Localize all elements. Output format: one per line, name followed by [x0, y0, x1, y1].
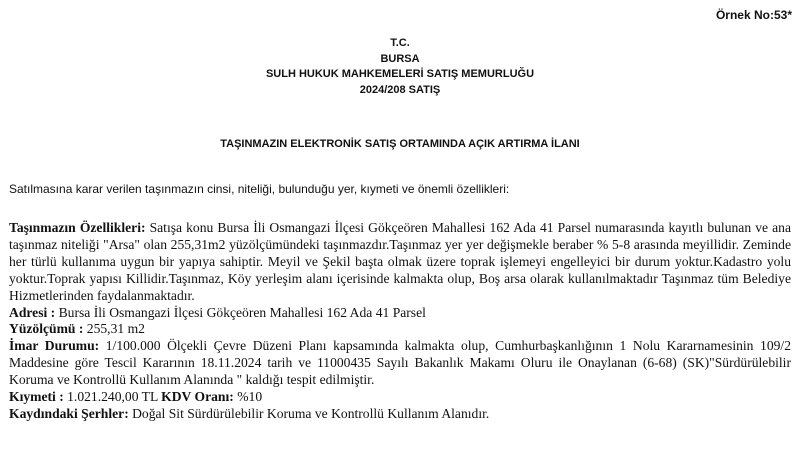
property-area-text: 255,31 m2 [83, 321, 145, 337]
property-address-label: Adresi : [9, 304, 56, 320]
property-details [9, 220, 791, 423]
property-area-label: Yüzölçümü : [9, 321, 84, 337]
property-features-text: Satışa konu Bursa İli Osmangazi İlçesi Gökçeören Mahallesi 162 Ada 41 Parsel numarasında kayıtlı bulunan ve ana taşınmaz niteliği "Arsa" olan 255,31m2 yüzölçümündeki taşınmazdır.Taşınmaz yer yer değişmekle beraber % 5-8 arasında meyillidir. Zeminde her türlü kullanıma uygun bir yapıya sahiptir. Meyil ve Şekil başta olmak üzere toprak işlemeyi engelleyici bir durum yoktur.Kadastro yolu yoktur.Toprak yapısı Killidir.Taşınmaz, Köy yerleşim alanı içerisinde kalmakta olup, Boş arsa olarak kullanılmaktadır Taşınmaz tüm Belediye Hizmetlerinden faydalanmaktadır. [9, 220, 791, 303]
property-value-amount: 1.021.240,00 TL [63, 389, 162, 405]
header-office: SULH HUKUK MAHKEMELERİ SATIŞ MEMURLUĞU [265, 68, 535, 80]
annotations-label: Kaydındaki Şerhler: [9, 405, 129, 421]
document-header [0, 36, 800, 98]
property-value-label: Kıymeti : [9, 389, 64, 405]
sample-number: Örnek No:53* [715, 8, 792, 22]
annotations-text: Doğal Sit Sürdürülebilir Koruma ve Kontrollü Kullanım Alanıdır. [128, 405, 490, 421]
announcement-title: TAŞINMAZIN ELEKTRONİK SATIŞ ORTAMINDA AÇIK ARTIRMA İLANI [220, 138, 580, 150]
zoning-status [9, 338, 791, 389]
vat-rate-value: %10 [233, 389, 263, 405]
property-area [9, 321, 791, 338]
vat-rate-label: KDV Oranı: [161, 389, 234, 405]
property-address [9, 305, 791, 322]
header-city: BURSA [380, 52, 420, 65]
header-file-number: 2024/208 SATIŞ [359, 83, 441, 96]
annotations [9, 406, 791, 423]
property-features-label: Taşınmazın Özellikleri: [9, 220, 146, 235]
intro-text: Satılmasına karar verilen taşınmazın cinsi, niteliği, bulunduğu yer, kıymeti ve önemli özellikleri: [9, 182, 510, 196]
property-address-text: Bursa İli Osmangazi İlçesi Gökçeören Mahallesi 162 Ada 41 Parsel [55, 304, 426, 320]
header-tc: T.C. [390, 37, 410, 49]
zoning-status-text: 1/100.000 Ölçekli Çevre Düzeni Planı kapsamında kalmakta olup, Cumhurbaşkanlığının 1 Nolu Kararnamesinin 109/2 Maddesine göre Tescil Kararının 18.11.2024 tarih ve 11000435 Sayılı Bakanlık Makamı Oluru ile Onaylanan (6-68) (SK)"Sürdürülebilir Koruma ve Kontrollü Kullanım Alanında " kaldığı tespit edilmiştir. [9, 338, 792, 388]
property-value [9, 389, 791, 406]
zoning-status-label: İmar Durumu: [9, 338, 100, 354]
property-features [9, 220, 791, 305]
